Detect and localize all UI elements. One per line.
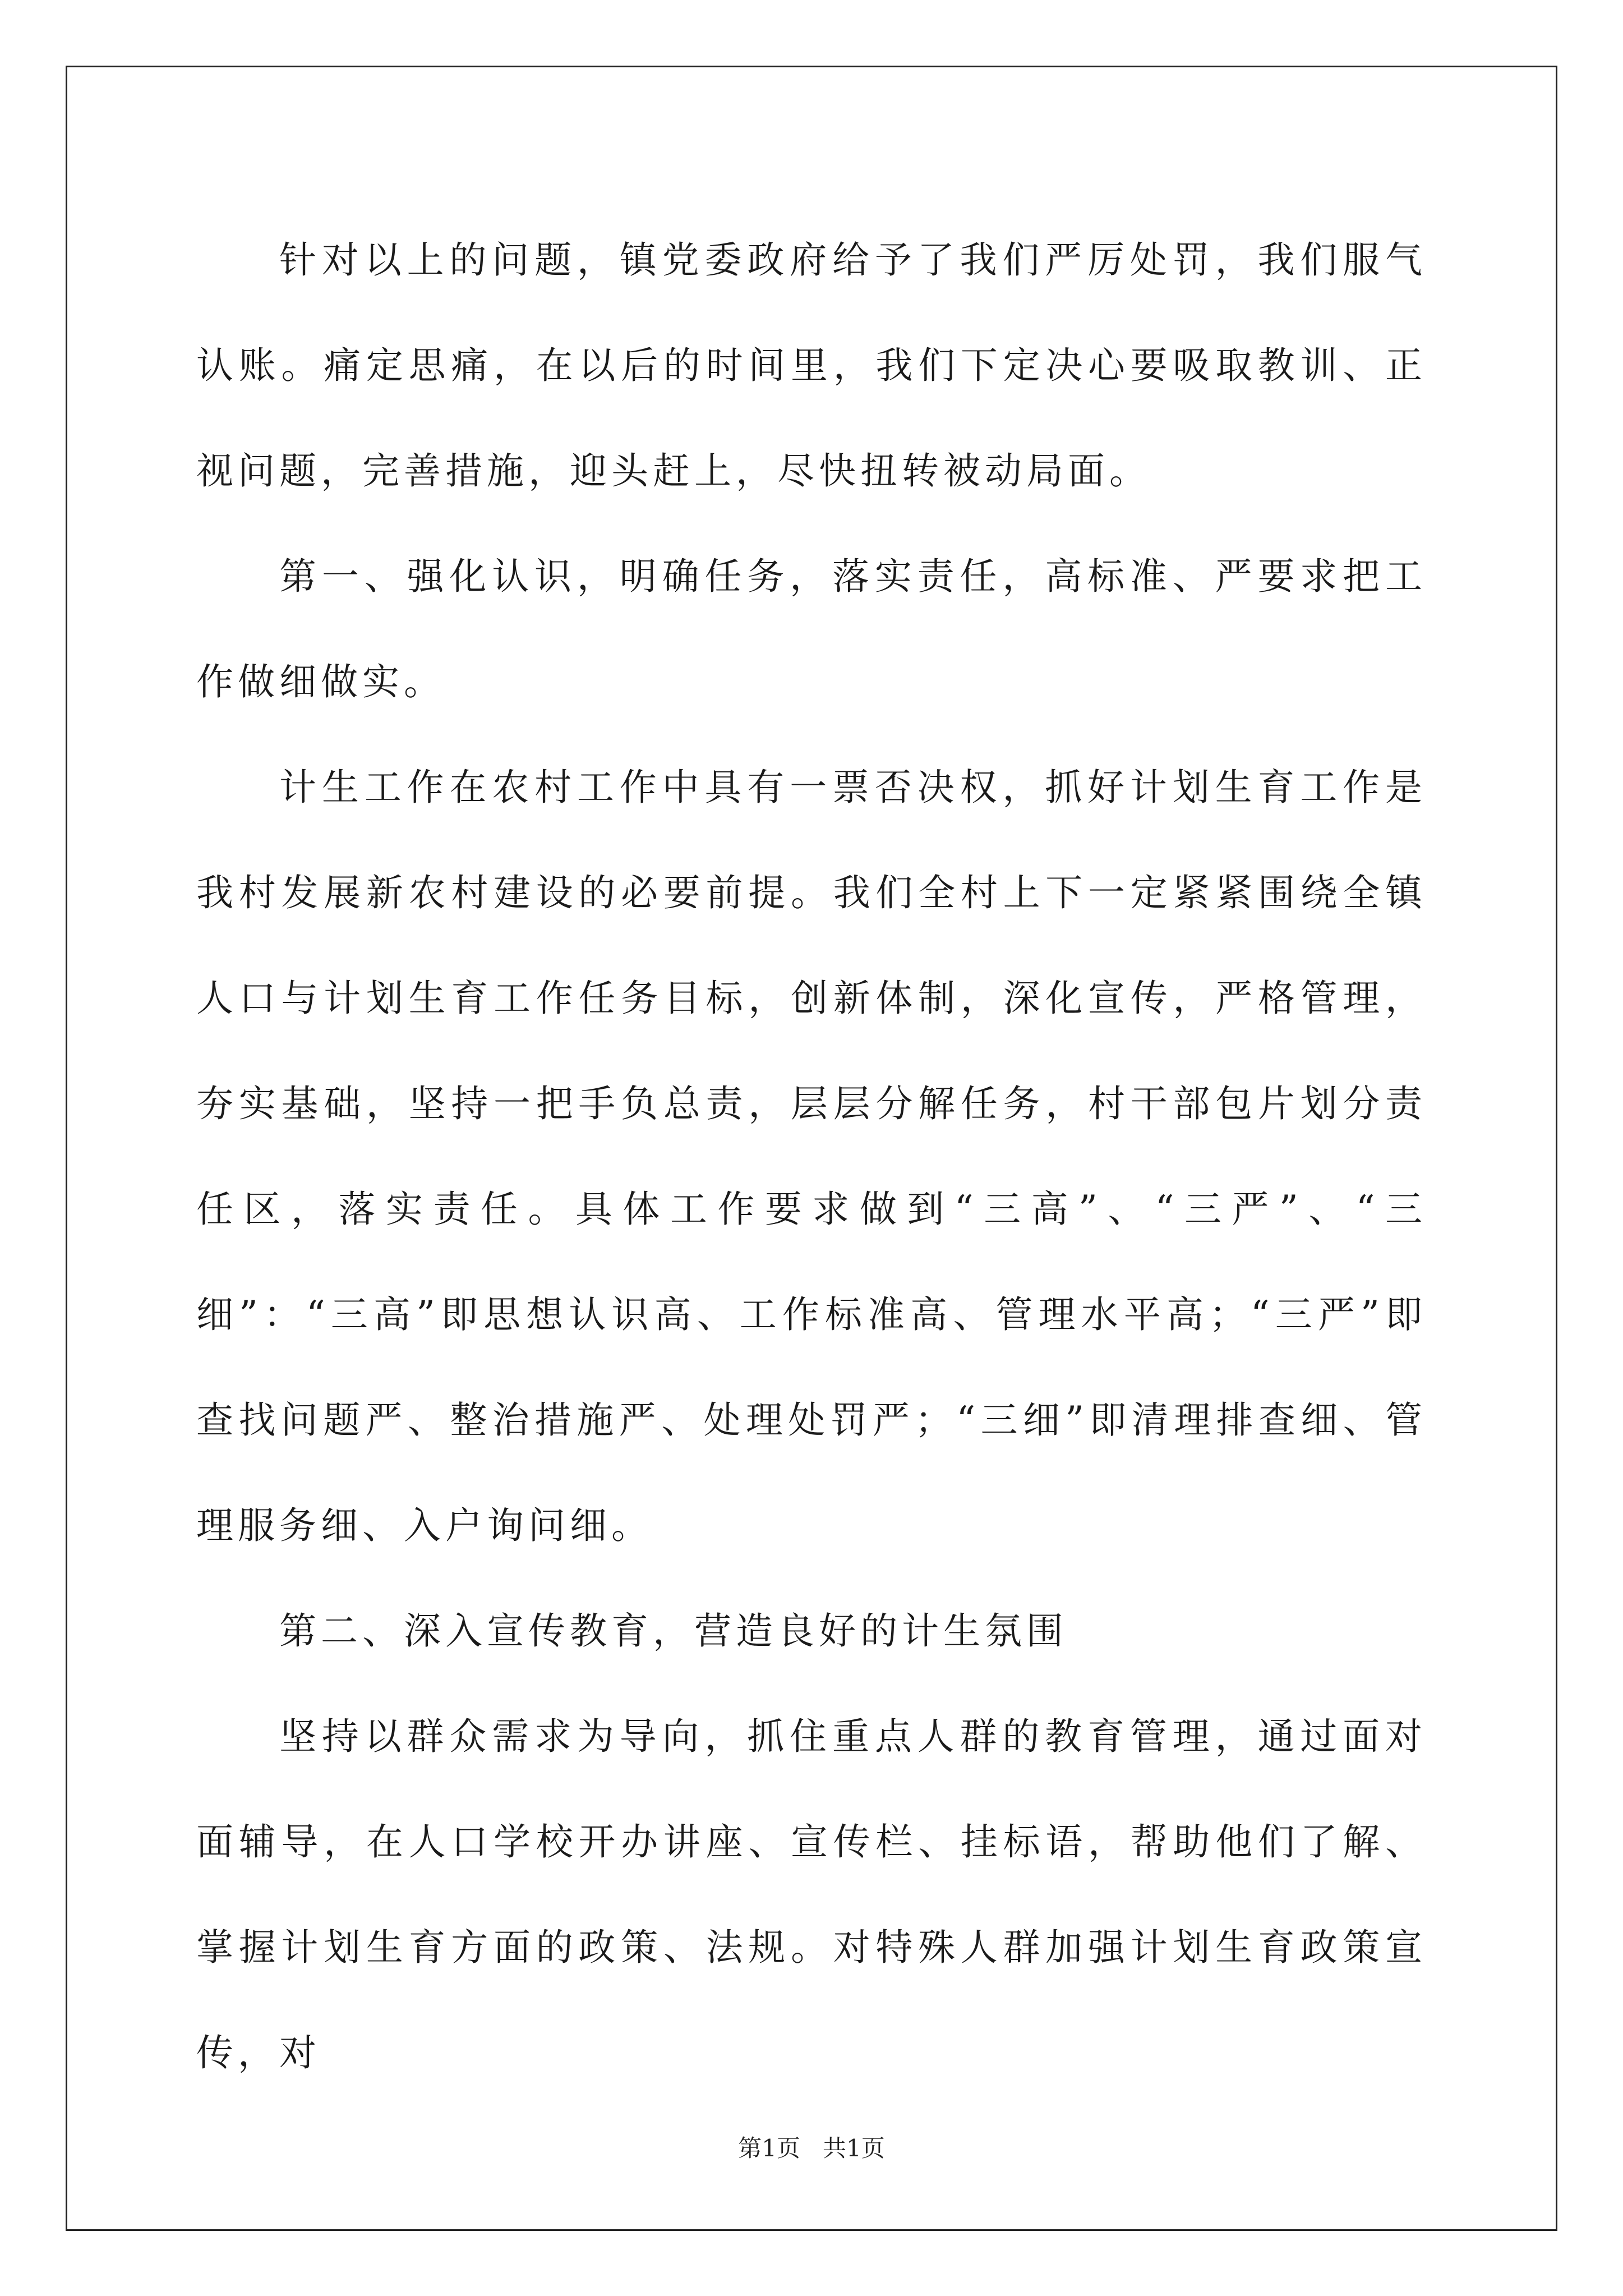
page-footer bbox=[0, 2132, 1623, 2165]
paragraph-1: 针对以上的问题，镇党委政府给予了我们严厉处罚，我们服气认账。痛定思痛，在以后的时间里，我们下定决心要吸取教训、正视问题，完善措施，迎头赶上，尽快扭转被动局面。 bbox=[196, 238, 1427, 493]
page-number-total: 共1页 bbox=[823, 2134, 885, 2162]
paragraph-3: 计生工作在农村工作中具有一票否决权，抓好计划生育工作是我村发展新农村建设的必要前提。我们全村上下一定紧紧围绕全镇人口与计划生育工作任务目标，创新体制，深化宣传，严格管理，夯实基础，坚持一把手负总责，层层分解任务，村干部包片划分责任区，落实责任。具体工作要求做到“三高”、“三严”、“三细”：“三高”即思想认识高、工作标准高、管理水平高；“三严”即查找问题严、整治措施严、处理处罚严；“三细”即清理排查细、管理服务细、入户询问细。 bbox=[196, 766, 1427, 1547]
paragraph-5: 坚持以群众需求为导向，抓住重点人群的教育管理，通过面对面辅导，在人口学校开办讲座、宣传栏、挂标语，帮助他们了解、掌握计划生育方面的政策、法规。对特殊人群加强计划生育政策宣传，对 bbox=[196, 1715, 1427, 2074]
document-body bbox=[196, 208, 1427, 2106]
page-number-current: 第1页 bbox=[738, 2134, 800, 2162]
paragraph-4: 第二、深入宣传教育，营造良好的计生氛围 bbox=[279, 1609, 1068, 1653]
paragraph-2: 第一、强化认识，明确任务，落实责任，高标准、严要求把工作做细做实。 bbox=[196, 555, 1427, 703]
